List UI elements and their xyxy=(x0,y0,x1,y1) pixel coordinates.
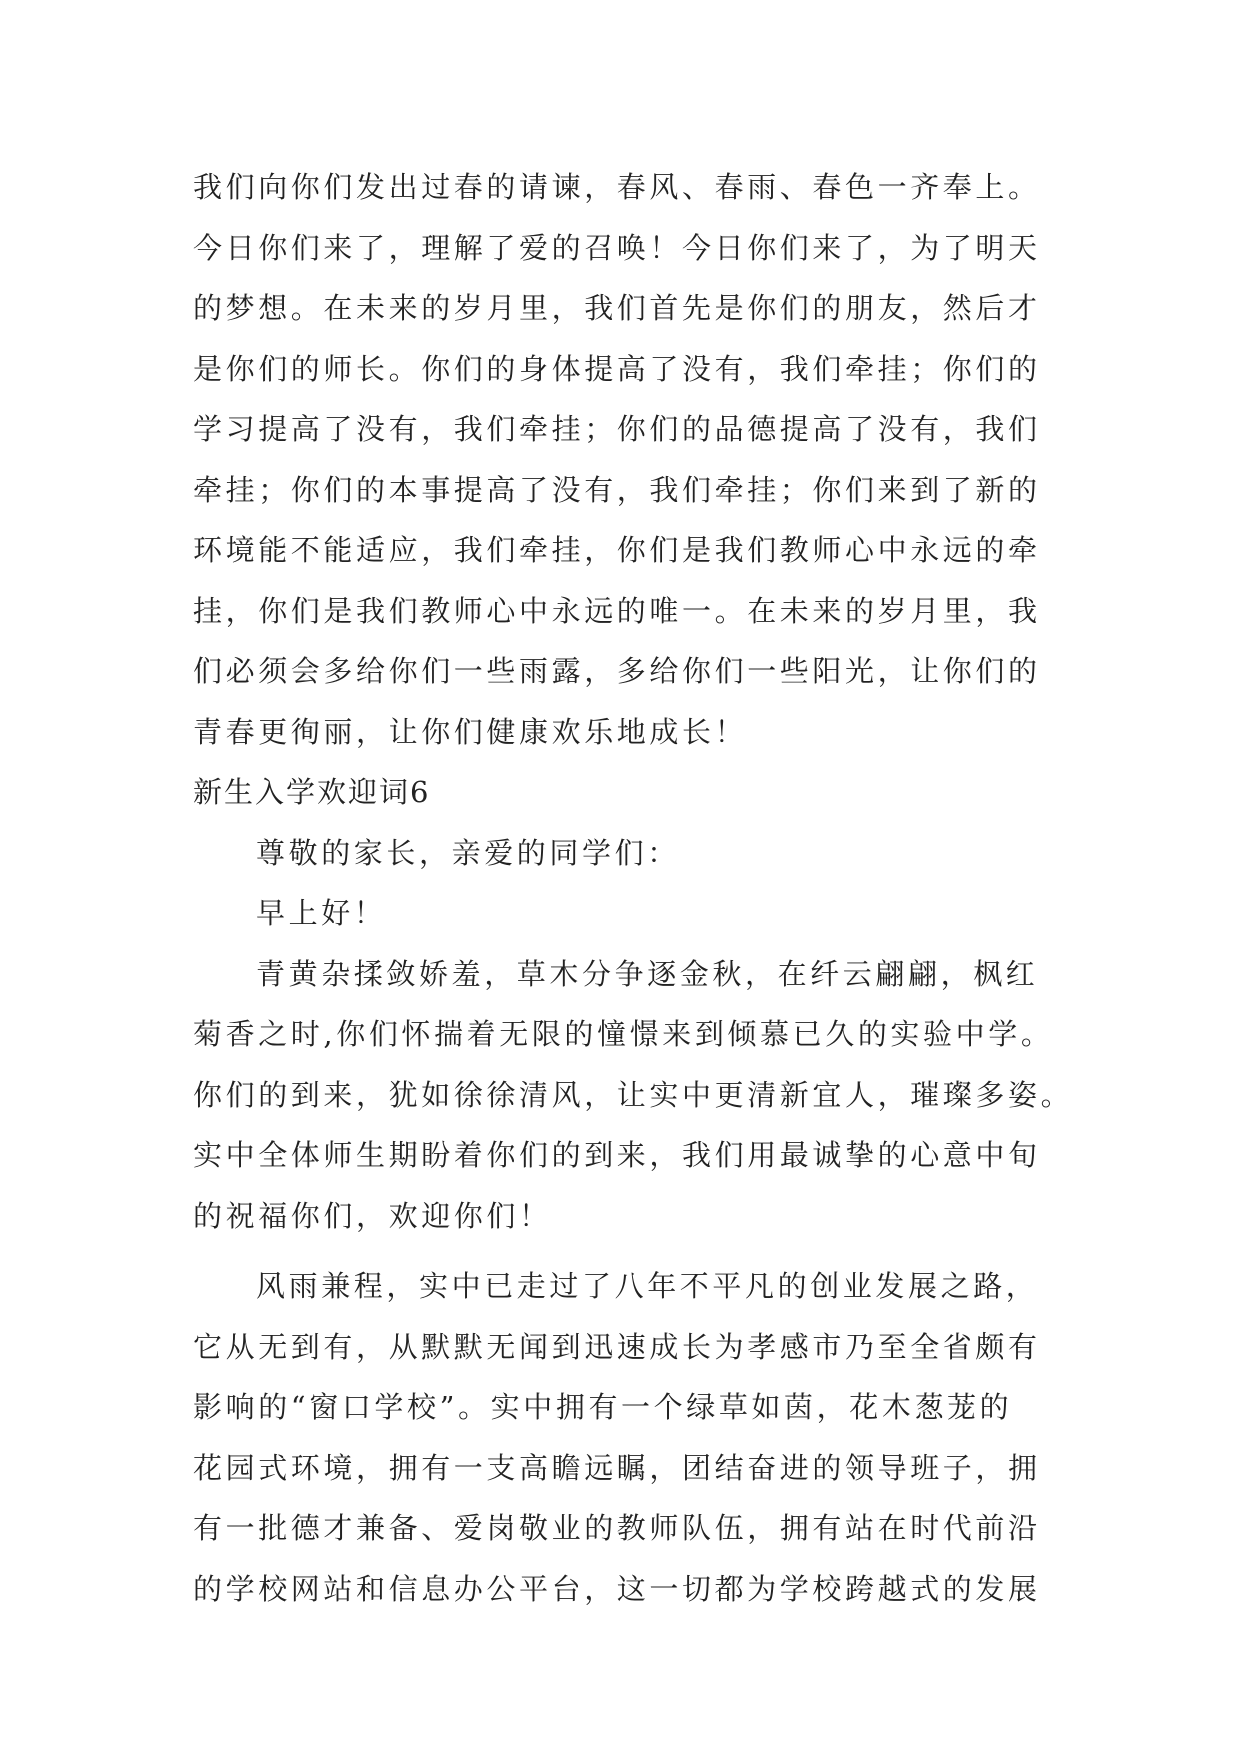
text-line: 学习提高了没有，我们牵挂；你们的品德提高了没有，我们 xyxy=(193,412,1041,446)
text-line: 牵挂；你们的本事提高了没有，我们牵挂；你们来到了新的 xyxy=(193,472,1041,507)
text-line: 影响的“窗口学校”。实中拥有一个绿草如茵，花木葱茏的 xyxy=(193,1390,1013,1424)
text-line: 花园式环境，拥有一支高瞻远瞩，团结奋进的领导班子，拥 xyxy=(193,1450,1041,1485)
salutation: 尊敬的家长，亲爱的同学们： xyxy=(256,835,680,870)
text-line: 的祝福你们，欢迎你们！ xyxy=(193,1198,552,1233)
text-line: 它从无到有，从默默无闻到迅速成长为孝感市乃至全省颇有 xyxy=(193,1329,1041,1364)
text-line: 是你们的师长。你们的身体提高了没有，我们牵挂；你们的 xyxy=(193,351,1041,386)
paragraph-welcome-autumn xyxy=(193,944,1073,1247)
paragraph-spacer xyxy=(193,1246,1073,1256)
paragraph-school-history xyxy=(193,1256,1073,1619)
text-line: 实中全体师生期盼着你们的到来，我们用最诚挚的心意中旬 xyxy=(193,1138,1041,1172)
text-line: 你们的到来，犹如徐徐清风，让实中更清新宜人，璀璨多姿。 xyxy=(193,1077,1074,1112)
text-line: 青春更徇丽，让你们健康欢乐地成长！ xyxy=(193,714,748,749)
text-line: 我们向你们发出过春的请谏，春风、春雨、春色一齐奉上。 xyxy=(193,170,1041,204)
text-line: 挂，你们是我们教师心中永远的唯一。在未来的岁月里，我 xyxy=(193,593,1041,628)
text-line: 们必须会多给你们一些雨露，多给你们一些阳光，让你们的 xyxy=(193,654,1041,688)
text-line: 的学校网站和信息办公平台，这一切都为学校跨越式的发展 xyxy=(193,1571,1041,1606)
paragraph-closing-welcome xyxy=(193,157,1073,762)
text-line: 的梦想。在未来的岁月里，我们首先是你们的朋友，然后才 xyxy=(193,291,1041,325)
document-body xyxy=(193,157,1073,1619)
text-line: 环境能不能适应，我们牵挂，你们是我们教师心中永远的牵 xyxy=(193,533,1041,567)
section-heading: 新生入学欢迎词6 xyxy=(193,775,431,809)
text-line: 菊香之时,你们怀揣着无限的憧憬来到倾慕已久的实验中学。 xyxy=(193,1017,1054,1051)
text-line: 今日你们来了，理解了爱的召唤！今日你们来了，为了明天 xyxy=(193,230,1041,265)
greeting: 早上好！ xyxy=(256,896,387,930)
text-line: 风雨兼程，实中已走过了八年不平凡的创业发展之路， xyxy=(256,1269,1039,1303)
text-line: 有一批德才兼备、爱岗敬业的教师队伍，拥有站在时代前沿 xyxy=(193,1511,1041,1545)
text-line: 青黄杂揉敛娇羞，草木分争逐金秋，在纤云翩翩，枫红 xyxy=(256,956,1039,991)
